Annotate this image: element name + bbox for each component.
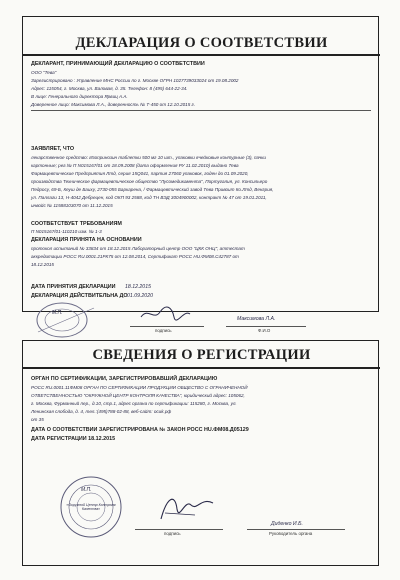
title-divider: [23, 54, 380, 56]
declarant-name: ООО "Тева": [31, 70, 57, 75]
signer-name: Максимова Л.А.: [237, 316, 276, 322]
name-line: [226, 326, 306, 327]
underline: [31, 110, 371, 111]
organ-line: г. Москва, Фурманный пер., д.10, стр.1, адрес органа по сертификации: 115280, г. Москва, ул.: [31, 401, 237, 406]
accepted-date: 18.12.2015: [125, 284, 151, 290]
product-line: Фармацевтические Предприятия Лтд, серия 15Q041, партия 27060 упаковок, годен до 01.09.2020,: [31, 171, 249, 176]
signature-label: подпись: [155, 328, 172, 333]
compliance-value: П N015167/01-110210 изм. № 1-3: [31, 229, 102, 234]
basis-line: протокол испытаний № 33834 от 18.12.2015 Лабораторный центр ООО "ЦКК ОНЦ", аттестат: [31, 246, 245, 251]
basis-line: 18.12.2015: [31, 262, 54, 267]
registration-date: ДАТА РЕГИСТРАЦИИ 18.12.2015: [31, 436, 116, 442]
compliance-heading: СООТВЕТСТВУЕТ ТРЕБОВАНИЯМ: [31, 221, 122, 227]
product-line: Педросу, 69-Б, Кеуш де Баиху, 2730-055 Баркарена, / Фармацевтический завод Тева Привоит Ко.Лтд, Венгрия,: [31, 187, 274, 192]
stamp-text: «Окружной Центр Контроля Качества»: [66, 503, 116, 511]
product-line: ул. Паллаги 13, Н-4042 Дебрецен, код ОКП 93 2588, код ТН ВЭД 3004900002, контракт № 47 от 19.01.2011,: [31, 195, 267, 200]
declarant-registration: Зарегистрировано : Управление МНС России по г. Москве ОГРН 1027739033024 от 19.08.2002: [31, 78, 239, 83]
valid-date: 01.09.2020: [127, 293, 153, 299]
stamp-mp-label: М.П.: [52, 310, 63, 316]
product-line: производства Техническое фармацевтическое общество "Лусомедикамента", Португалия, ул. Консильеро: [31, 179, 268, 184]
organ-line: ОТВЕТСТВЕННОСТЬЮ "ОКРУЖНОЙ ЦЕНТР КОНТРОЛЯ КАЧЕСТВА", юридический адрес: 105062,: [31, 393, 245, 398]
declarant-proxy: Доверенное лицо: Максимова Л.А., доверенность № Т-450 от 12.10.2015 г.: [31, 102, 196, 107]
stamp-mp-label: М.П.: [81, 487, 92, 493]
organ-line: от 35: [31, 417, 44, 422]
role-label: Руководитель органа: [269, 531, 313, 536]
signature-label: подпись: [164, 531, 181, 536]
organ-heading: ОРГАН ПО СЕРТИФИКАЦИИ, ЗАРЕГИСТРИРОВАВШИЙ ДЕКЛАРАЦИЮ: [31, 376, 218, 382]
registration-title: СВЕДЕНИЯ О РЕГИСТРАЦИИ: [92, 347, 311, 363]
accepted-label: ДАТА ПРИНЯТИЯ ДЕКЛАРАЦИИ: [31, 284, 116, 290]
registration-section: [22, 340, 379, 566]
registration-number: ДАТА О СООТВЕТСТВИИ ЗАРЕГИСТРИРОВАНА № ЗАКОН РОСС HU.ФМ08.Д05129: [31, 427, 249, 433]
declarant-address: Адрес: 115054, г. Москва, ул. Валовая, д. 35. Телефон: 8 (495) 644-22-34.: [31, 86, 188, 91]
signature-icon: [138, 303, 194, 325]
product-line: инвойс № 11588103070 от 11.12.2015: [31, 203, 113, 208]
organ-line: Ленинская слобода, д. 4, тел.:(495)788-02-88, веб-сайт: ocuk.рф: [31, 409, 172, 414]
product-line: картонные; рег.№ П N015167/01 от 18.09.2008 (дата оформления РУ 11.02.2010) выдано Тева: [31, 163, 239, 168]
declarant-ceo: В лице: Генерального директора Ярвиц А.А.: [31, 94, 128, 99]
title-divider: [23, 367, 380, 369]
claims-heading: ЗАЯВЛЯЕТ, ЧТО: [31, 146, 75, 152]
organ-line: РОСС RU.0001.11ФМ08 ОРГАН ПО СЕРТИФИКАЦИИ ПРОДУКЦИИ ОБЩЕСТВО С ОГРАНИЧЕННОЙ: [31, 385, 248, 390]
product-line: лекарственное средство: Изопринозин таблетки 500 мг 10 шт., упаковки ячейковые контурные (3), пачки: [31, 155, 266, 160]
signature-icon: [155, 491, 219, 527]
declaration-title: ДЕКЛАРАЦИЯ О СООТВЕТСТВИИ: [75, 35, 328, 51]
signature-line: [130, 326, 204, 327]
basis-line: аккредитации РОСС RU.0001.21РК75 от 12.08.2014, Сертификат РОСС HU.ФМ08.С42787 от: [31, 254, 239, 259]
fio-label: Ф.И.О: [258, 328, 271, 333]
name-line: [247, 529, 345, 530]
signer-name: Диденко И.Б.: [271, 521, 303, 527]
valid-label: ДЕКЛАРАЦИЯ ДЕЙСТВИТЕЛЬНА ДО: [31, 293, 128, 299]
declaration-section: [22, 16, 379, 312]
basis-heading: ДЕКЛАРАЦИЯ ПРИНЯТА НА ОСНОВАНИИ: [31, 237, 142, 243]
signature-line: [135, 529, 223, 530]
stamp-seal: [34, 300, 96, 340]
declarant-heading: ДЕКЛАРАНТ, ПРИНИМАЮЩИЙ ДЕКЛАРАЦИЮ О СООТВЕТСТВИИ: [31, 61, 205, 67]
